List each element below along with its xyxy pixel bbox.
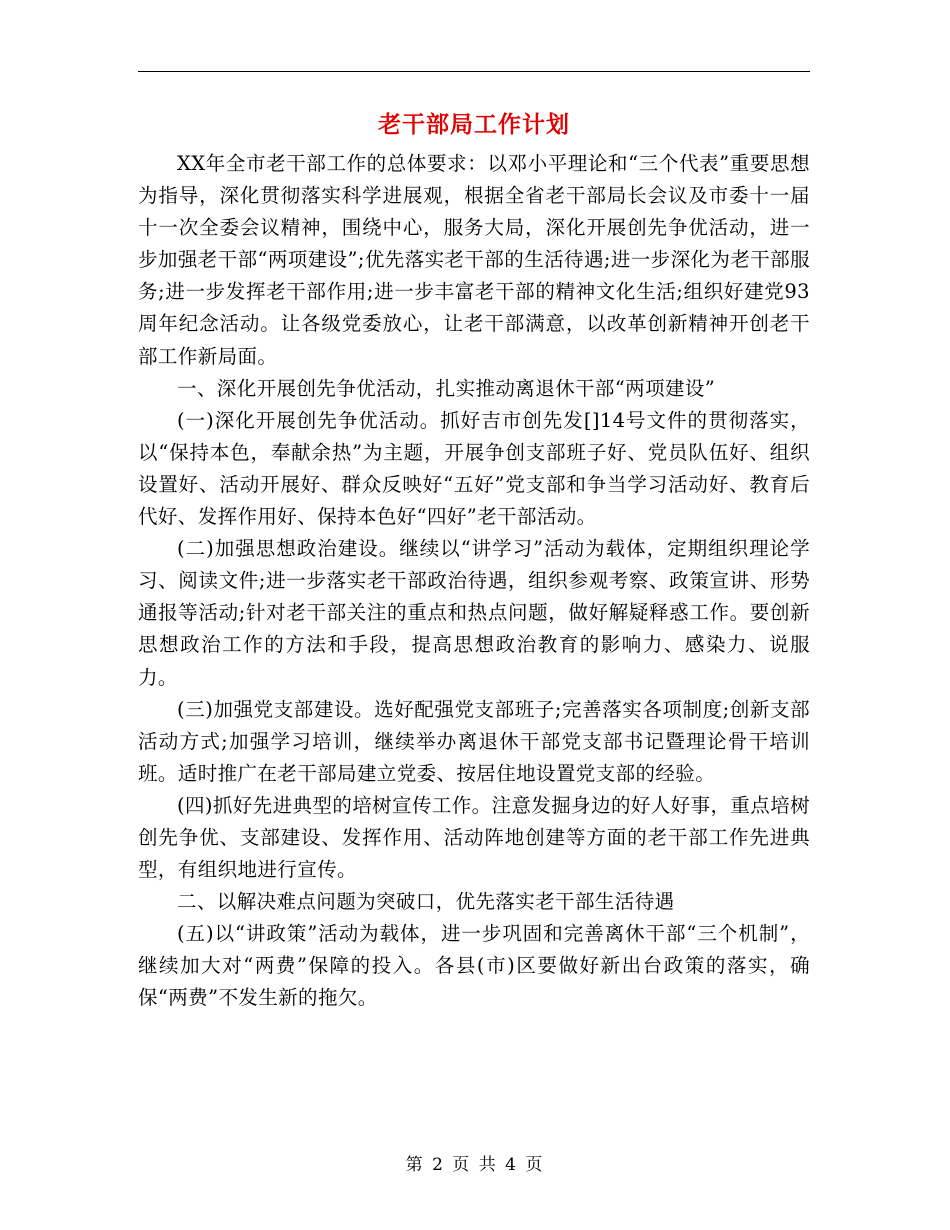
paragraph-item-4: (四)抓好先进典型的培树宣传工作。注意发掘身边的好人好事，重点培树创先争优、支部建设、发挥作用、活动阵地创建等方面的老干部工作先进典型，有组织地进行宣传。 xyxy=(138,793,810,882)
paragraph-item-1: (一)深化开展创先争优活动。抓好吉市创先发[]14号文件的贯彻落实，以“保持本色，奉献余热”为主题，开展争创支部班子好、党员队伍好、组织设置好、活动开展好、群众反映好“五好”党支部和争当学习活动好、教育后代好、发挥作用好、保持本色好“四好”老干部活动。 xyxy=(138,408,810,529)
page-number-label: 第 2 页 共 4 页 xyxy=(405,1155,545,1175)
header-rule xyxy=(138,71,810,72)
section-heading-2: 二、以解决难点问题为突破口，优先落实老干部生活待遇 xyxy=(177,890,675,914)
document-body xyxy=(138,148,810,1015)
paragraph-item-2: (二)加强思想政治建设。继续以“讲学习”活动为载体，定期组织理论学习、阅读文件;进一步落实老干部政治待遇，组织参观考察、政策宣讲、形势通报等活动;针对老干部关注的重点和热点问题，做好解疑释惑工作。要创新思想政治工作的方法和手段，提高思想政治教育的影响力、感染力、说服力。 xyxy=(138,537,810,689)
section-heading-1: 一、深化开展创先争优活动，扎实推动离退休干部“两项建设” xyxy=(177,376,716,400)
paragraph-item-5: (五)以“讲政策”活动为载体，进一步巩固和完善离休干部“三个机制”，继续加大对“两费”保障的投入。各县(市)区要做好新出台政策的落实，确保“两费”不发生新的拖欠。 xyxy=(138,922,810,1010)
document-title: 老干部局工作计划 xyxy=(378,111,570,138)
page-footer xyxy=(0,1153,950,1177)
paragraph-intro: XX年全市老干部工作的总体要求：以邓小平理论和“三个代表”重要思想为指导，深化贯彻落实科学进展观，根据全省老干部局长会议及市委十一届十一次全委会议精神，围绕中心，服务大局，深化开展创先争优活动，进一步加强老干部“两项建设”;优先落实老干部的生活待遇;进一步深化为老干部服务;进一步发挥老干部作用;进一步丰富老干部的精神文化生活;组织好建党93周年纪念活动。让各级党委放心，让老干部满意，以改革创新精神开创老干部工作新局面。 xyxy=(138,152,810,368)
paragraph-item-3: (三)加强党支部建设。选好配强党支部班子;完善落实各项制度;创新支部活动方式;加强学习培训，继续举办离退休干部党支部书记暨理论骨干培训班。适时推广在老干部局建立党委、按居住地设置党支部的经验。 xyxy=(138,697,810,785)
